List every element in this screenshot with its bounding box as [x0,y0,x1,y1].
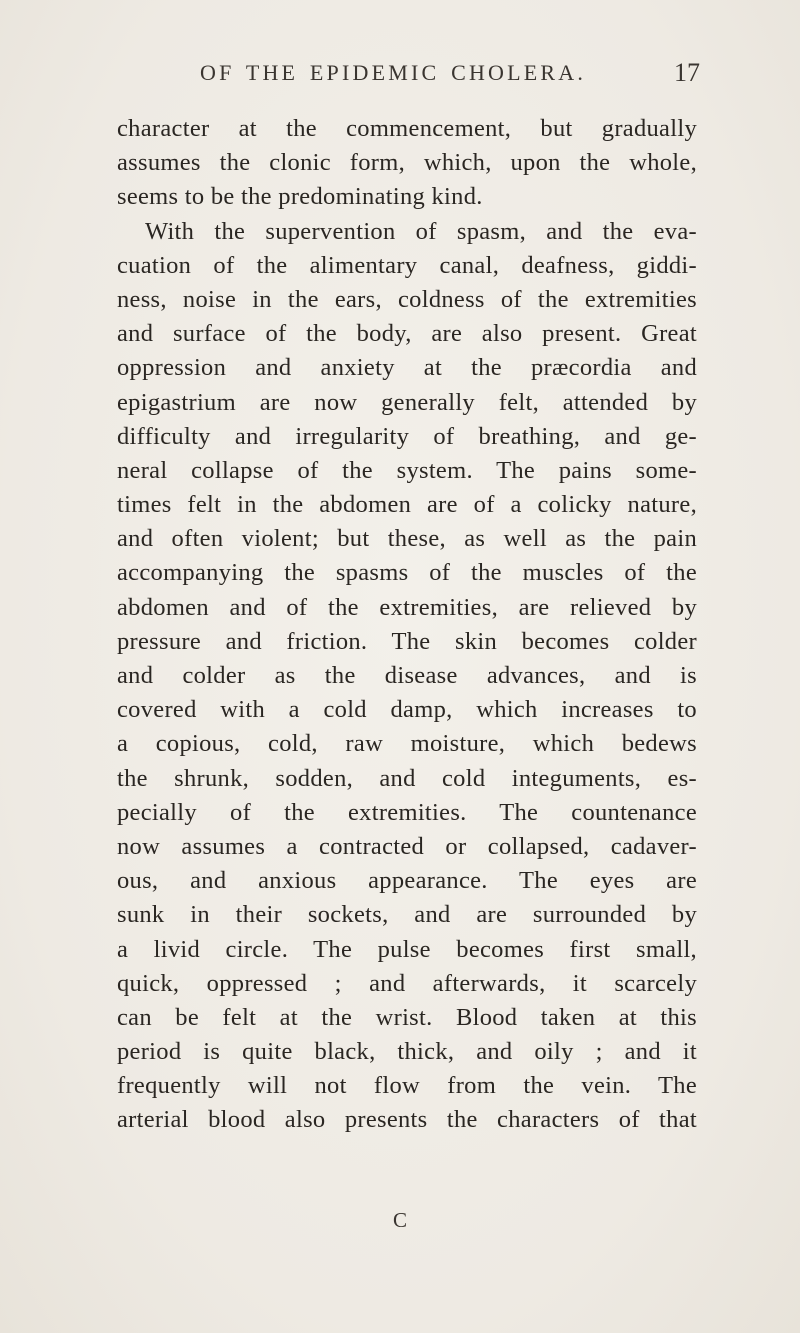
text-line: arterial blood also presents the characters of that [117,1106,697,1134]
text-line: covered with a cold damp, which increases to [117,696,697,724]
text-line: a livid circle. The pulse becomes first small, [117,935,697,963]
body-text [117,112,697,1138]
text-line: ous, and anxious appearance. The eyes are [117,867,697,895]
text-line: can be felt at the wrist. Blood taken at this [117,1003,697,1031]
text-line: epigastrium are now generally felt, attended by [117,388,697,416]
running-head [200,60,700,94]
text-line: abdomen and of the extremities, are relieved by [117,593,697,621]
text-line: the shrunk, sodden, and cold integuments, es- [117,764,697,792]
text-line: character at the commencement, but gradually [117,115,697,142]
text-line: period is quite black, thick, and oily ; and it [117,1038,697,1066]
text-line: sunk in their sockets, and are surrounded by [117,901,697,929]
text-line: ness, noise in the ears, coldness of the extremities [117,285,697,313]
text-line: and colder as the disease advances, and is [117,662,697,689]
text-line: and surface of the body, are also present. Great [117,320,697,348]
text-line: neral collapse of the system. The pains some- [117,456,697,484]
text-line: and often violent; but these, as well as the pain [117,525,697,553]
text-line: pecially of the extremities. The countenance [117,798,697,826]
text-line: seems to be the predominating kind. [117,183,483,211]
text-line: pressure and friction. The skin becomes colder [117,627,697,655]
text-line: accompanying the spasms of the muscles of the [117,559,697,587]
text-line: a copious, cold, raw moisture, which bedews [117,730,697,758]
text-line: assumes the clonic form, which, upon the whole, [117,149,697,177]
text-line: frequently will not flow from the vein. The [117,1072,697,1100]
text-line: now assumes a contracted or collapsed, cadaver- [117,832,697,860]
text-line: difficulty and irregularity of breathing, and ge- [117,422,697,450]
text-line: times felt in the abdomen are of a colicky nature, [117,491,697,519]
running-title: OF THE EPIDEMIC CHOLERA. [200,60,587,85]
page-number: 17 [674,58,700,87]
text-line: quick, oppressed ; and afterwards, it scarcely [117,969,697,997]
signature-mark: C [392,1208,407,1232]
text-line: With the supervention of spasm, and the eva- [145,217,697,245]
text-line: cuation of the alimentary canal, deafness, giddi- [117,251,697,279]
text-line: oppression and anxiety at the præcordia and [117,354,697,382]
